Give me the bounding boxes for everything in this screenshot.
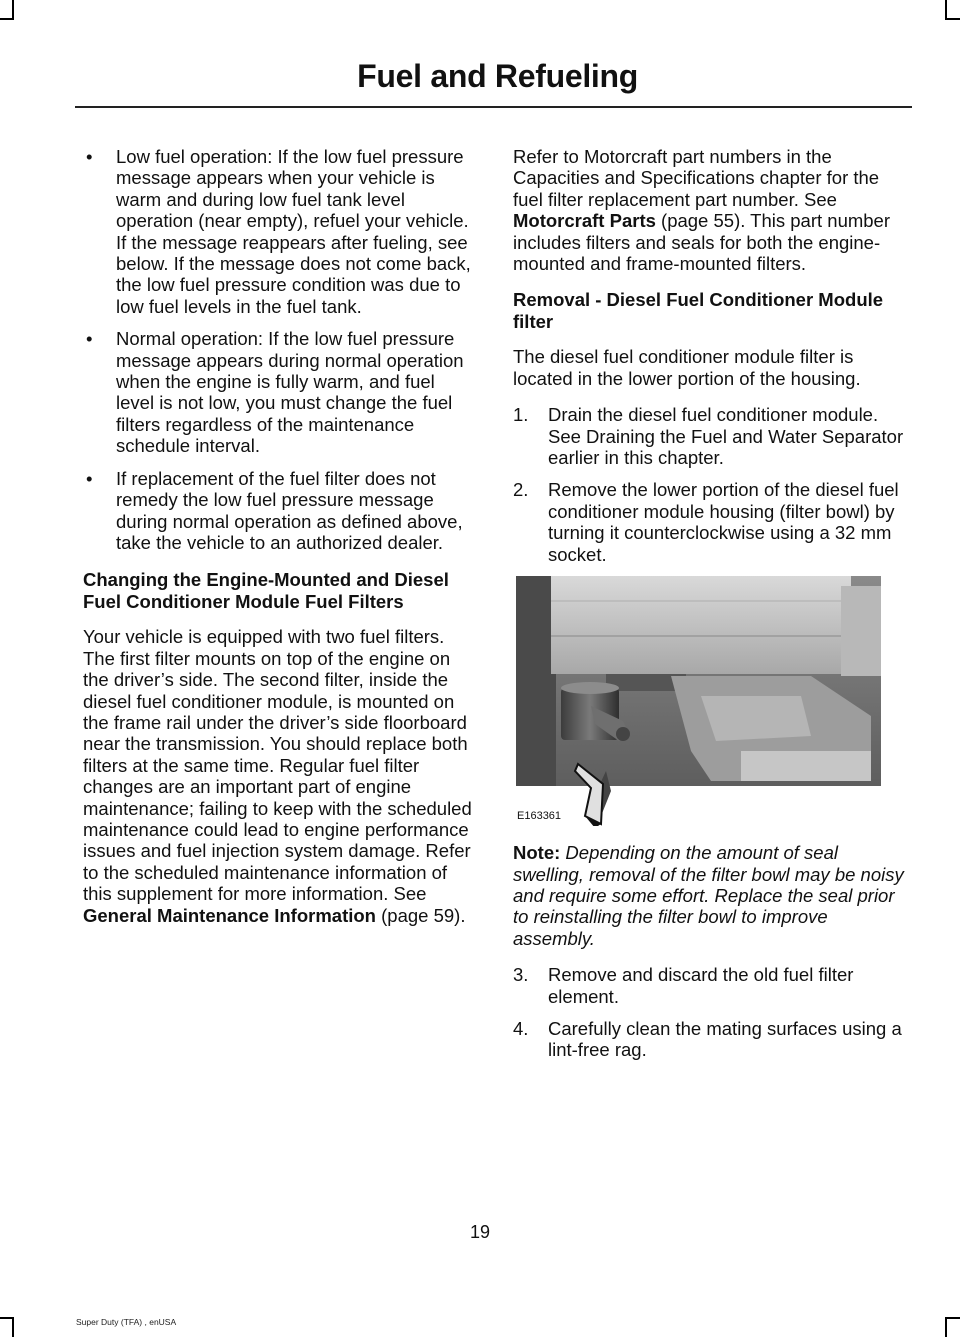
step-number: 1.	[513, 404, 529, 426]
fuel-conditioner-image	[511, 576, 886, 826]
figure-code: E163361	[517, 810, 562, 823]
crop-mark	[12, 0, 14, 18]
bullet-mark: •	[86, 328, 93, 350]
paragraph-text: Refer to Motorcraft part numbers in the Capacities and Specifications chapter for the fuel filter replacement part number. See	[513, 146, 880, 210]
bullet-mark: •	[86, 146, 93, 167]
section-heading: Removal - Diesel Fuel Conditioner Module filter	[513, 289, 884, 332]
cross-reference-link[interactable]: Motorcraft Parts	[513, 210, 656, 232]
step-text: Remove the lower portion of the diesel fuel conditioner module housing (filter bowl) by turning it counterclockwise using a 32 mm socket.	[548, 479, 899, 565]
crop-mark	[945, 1319, 947, 1337]
crop-mark	[0, 18, 14, 20]
list-item	[513, 964, 908, 1007]
step-number: 3.	[513, 964, 529, 986]
section-heading: Changing the Engine-Mounted and Diesel Fuel Conditioner Module Fuel Filters	[83, 569, 449, 612]
list-item	[513, 479, 908, 565]
step-text: Remove and discard the old fuel filter element.	[548, 964, 854, 1007]
header-divider	[75, 106, 912, 108]
crop-mark	[945, 18, 960, 20]
bullet-text: Normal operation: If the low fuel pressure message appears during normal operation when the engine is fully warm, and fuel level is not low, you must change the fuel filters regardless of the maintenance schedule interval.	[116, 328, 464, 457]
step-number: 4.	[513, 1017, 529, 1039]
note-label: Note:	[513, 842, 561, 864]
list-item	[513, 404, 908, 468]
list-item	[513, 1018, 908, 1061]
paragraph-text: (page 55). This part number includes filters and seals for both the engine-mounted and frame-mounted filters.	[513, 210, 891, 275]
body-paragraph: The diesel fuel conditioner module filter is located in the lower portion of the housing.	[513, 346, 861, 389]
list-item	[83, 328, 475, 456]
crop-mark	[0, 1317, 14, 1319]
step-text: Drain the diesel fuel conditioner module. See Draining the Fuel and Water Separator earlier in this chapter.	[548, 404, 904, 469]
bullet-mark: •	[86, 467, 93, 489]
left-column	[83, 146, 475, 941]
crop-mark	[945, 1317, 960, 1319]
paragraph-text: Your vehicle is equipped with two fuel filters. The first filter mounts on top of the engine on the driver’s side. The second filter, inside the diesel fuel conditioner module, is mounted on the frame rail under the driver’s side floorboard near the transmission. You should replace both filters at the same time. Regular fuel filter changes are an important part of engine maintenance; failing to keep with the scheduled maintenance could lead to engine performance issues and fuel injection system damage. Refer to the scheduled maintenance information of this supplement for more information. See	[83, 626, 472, 905]
page-number: 19	[469, 1222, 491, 1242]
list-item	[83, 146, 475, 317]
bullet-text: If replacement of the fuel filter does not remedy the low fuel pressure message during normal operation as defined above, take the vehicle to an authorized dealer.	[116, 467, 463, 553]
body-paragraph	[83, 626, 475, 926]
body-paragraph	[513, 146, 908, 274]
filter-bowl-illustration	[511, 576, 886, 826]
crop-mark	[945, 0, 947, 18]
note-paragraph	[513, 842, 908, 949]
document-id: Super Duty (TFA) , enUSA	[76, 1317, 177, 1327]
note-text: Depending on the amount of seal swelling, removal of the filter bowl may be noisy and require some effort. Replace the seal prior to reinstalling the filter bowl to improve assembly.	[513, 842, 904, 949]
step-number: 2.	[513, 479, 529, 501]
bullet-text: Low fuel operation: If the low fuel pressure message appears when your vehicle is warm and during low fuel tank level operation (near empty), refuel your vehicle. If the message reappears after fueling, see below. If the message does not come back, the low fuel pressure condition was due to low fuel levels in the fuel tank.	[116, 146, 471, 317]
list-item	[83, 468, 475, 554]
crop-mark	[12, 1319, 14, 1337]
page-reference: (page 59).	[381, 904, 466, 926]
page-title: Fuel and Refueling	[357, 58, 638, 94]
cross-reference-link[interactable]: General Maintenance Information	[83, 904, 376, 926]
step-text: Carefully clean the mating surfaces using a lint-free rag.	[548, 1017, 902, 1061]
right-column	[513, 146, 908, 1072]
